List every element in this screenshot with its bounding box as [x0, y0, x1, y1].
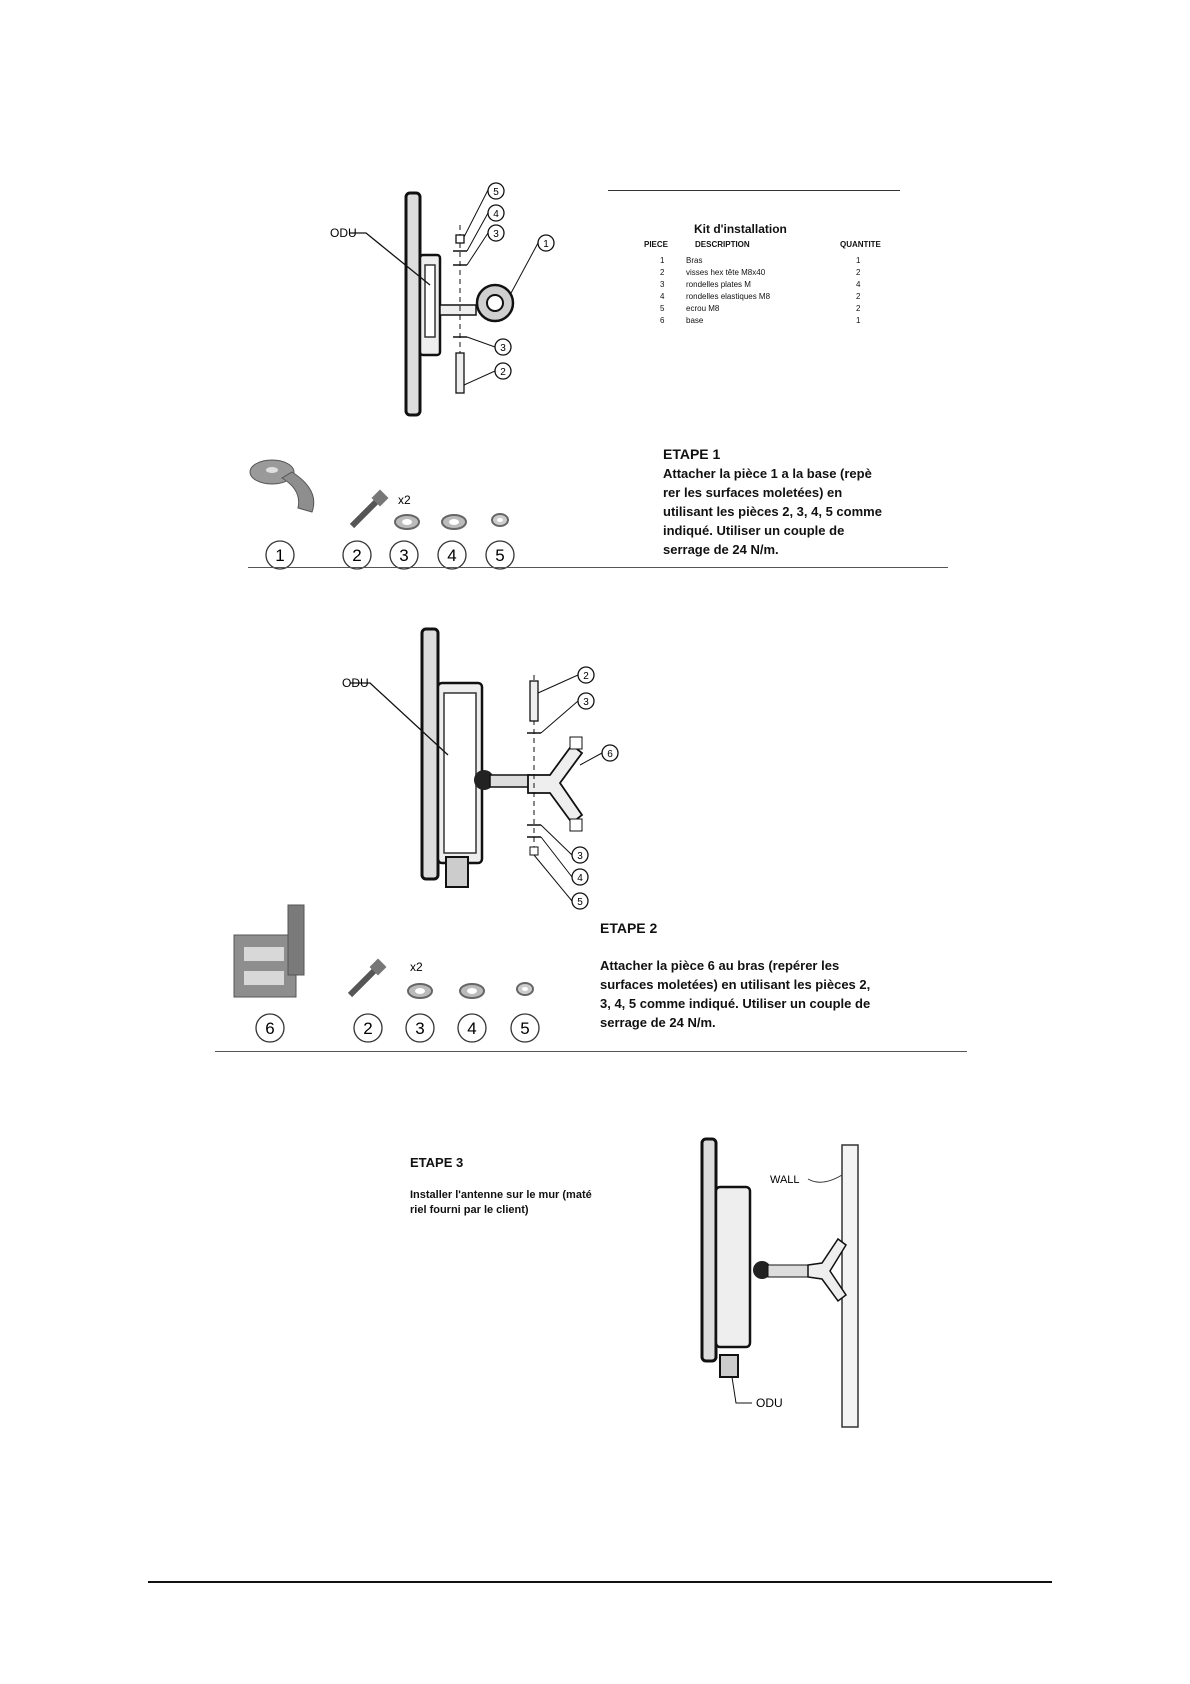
- step1-title: ETAPE 1: [663, 446, 721, 462]
- part-number: 6: [265, 1019, 275, 1038]
- odu-label: ODU: [342, 676, 369, 690]
- step3-text: [410, 1188, 680, 1218]
- kit-cell-quantity: 4: [856, 280, 861, 289]
- kit-row: [630, 256, 910, 268]
- kit-cell-description: rondelles plates M: [686, 280, 751, 289]
- kit-cell-description: base: [686, 316, 704, 325]
- callout-3b: 3: [577, 851, 583, 862]
- kit-cell-quantity: 1: [856, 256, 861, 265]
- step1-line: serrage de 24 N/m.: [663, 542, 779, 557]
- kit-title: Kit d'installation: [694, 222, 787, 236]
- kit-cell-quantity: 2: [856, 268, 861, 277]
- part-base-picture: [234, 905, 304, 997]
- part-number: 3: [415, 1019, 425, 1038]
- kit-row: [630, 316, 910, 328]
- multiplier-label: x2: [410, 960, 423, 974]
- kit-cell-piece: 1: [660, 256, 665, 265]
- part-number: 2: [363, 1019, 373, 1038]
- kit-row: [630, 268, 910, 280]
- diagram-step2-assembly: [342, 625, 630, 915]
- kit-row: [630, 292, 910, 304]
- part-bolt-picture: [350, 959, 386, 995]
- step2-line: Attacher la pièce 6 au bras (repérer les: [600, 958, 840, 973]
- odu-label: ODU: [756, 1396, 783, 1410]
- kit-header-quantity: QUANTITE: [840, 240, 881, 249]
- callout-4: 4: [577, 873, 583, 884]
- callout-5: 5: [577, 897, 583, 908]
- kit-header-piece: PIECE: [644, 240, 669, 249]
- part-bolt-picture: [352, 490, 388, 526]
- step1-line: utilisant les pièces 2, 3, 4, 5 comme: [663, 504, 882, 519]
- step2-line: serrage de 24 N/m.: [600, 1015, 716, 1030]
- wall-label: WALL: [770, 1174, 800, 1186]
- section-divider: [215, 1051, 967, 1052]
- part-number: 4: [467, 1019, 477, 1038]
- step1-parts: [240, 450, 570, 570]
- callout-1: 1: [543, 239, 549, 250]
- step1-line: Attacher la pièce 1 a la base (repè: [663, 466, 872, 481]
- kit-cell-piece: 3: [660, 280, 665, 289]
- callout-3a: 3: [583, 697, 589, 708]
- callout-2: 2: [500, 367, 506, 378]
- step2-text: [600, 956, 960, 1032]
- kit-cell-piece: 6: [660, 316, 665, 325]
- part-arm-picture: [250, 460, 314, 512]
- callout-6: 6: [607, 749, 613, 760]
- step3-line: riel fourni par le client): [410, 1204, 529, 1216]
- kit-header-description: DESCRIPTION: [695, 240, 750, 249]
- kit-cell-description: Bras: [686, 256, 703, 265]
- kit-cell-description: visses hex tête M8x40: [686, 268, 766, 277]
- kit-cell-quantity: 1: [856, 316, 861, 325]
- kit-cell-description: rondelles elastiques M8: [686, 292, 771, 301]
- kit-rule: [608, 190, 900, 191]
- step1-line: indiqué. Utiliser un couple de: [663, 523, 845, 538]
- step3-line: Installer l'antenne sur le mur (maté: [410, 1189, 592, 1201]
- kit-cell-quantity: 2: [856, 304, 861, 313]
- section-divider: [248, 567, 948, 568]
- kit-row: [630, 304, 910, 316]
- part-number: 4: [447, 546, 457, 565]
- multiplier-label: x2: [398, 493, 411, 507]
- step2-line: 3, 4, 5 comme indiqué. Utiliser un couple de: [600, 996, 871, 1011]
- kit-cell-description: ecrou M8: [686, 304, 720, 313]
- diagram-step1-assembly: [330, 185, 570, 425]
- diagram-step3-wall-mount: [690, 1135, 890, 1435]
- callout-2: 2: [583, 671, 589, 682]
- kit-cell-quantity: 2: [856, 292, 861, 301]
- part-number: 3: [399, 546, 409, 565]
- step3-title: ETAPE 3: [410, 1155, 464, 1170]
- step2-parts: [228, 895, 568, 1045]
- odu-label: ODU: [330, 226, 357, 240]
- step2-title: ETAPE 2: [600, 920, 658, 936]
- callout-5: 5: [493, 187, 499, 198]
- callout-3a: 3: [493, 229, 499, 240]
- callout-3b: 3: [500, 343, 506, 354]
- part-number: 5: [495, 546, 505, 565]
- callout-4: 4: [493, 209, 499, 220]
- part-number: 5: [520, 1019, 530, 1038]
- kit-cell-piece: 5: [660, 304, 665, 313]
- step2-line: surfaces moletées) en utilisant les pièces 2,: [600, 977, 871, 992]
- kit-cell-piece: 2: [660, 268, 665, 277]
- kit-row: [630, 280, 910, 292]
- part-number: 1: [275, 546, 285, 565]
- step1-text: [663, 464, 953, 559]
- part-number: 2: [352, 546, 362, 565]
- step1-line: rer les surfaces moletées) en: [663, 485, 843, 500]
- footer-rule: [148, 1581, 1052, 1583]
- kit-cell-piece: 4: [660, 292, 665, 301]
